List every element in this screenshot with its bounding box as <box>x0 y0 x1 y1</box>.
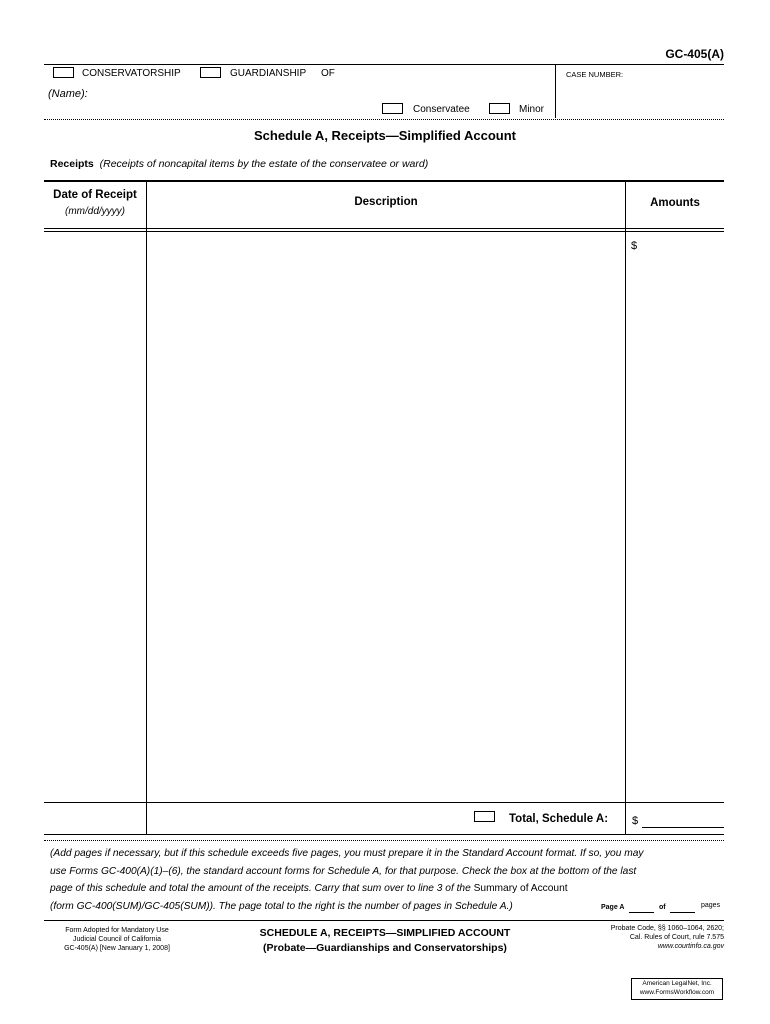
receipts-heading-line <box>50 158 428 170</box>
vendor-url[interactable]: www.FormsWorkflow.com <box>639 988 715 996</box>
footer-subtitle: (Probate—Guardianships and Conservatorships) <box>263 942 507 954</box>
amount-column-divider <box>625 181 626 834</box>
instructions-line-2: use Forms GC-400(A)(1)–(6), the standard account forms for Schedule A, for that purpose. Check the box at the bottom of the last <box>50 865 637 877</box>
conservatorship-label: CONSERVATORSHIP <box>82 68 181 79</box>
last-page-checkbox[interactable] <box>474 811 495 822</box>
description-column-header: Description <box>354 196 418 208</box>
page-of-label: of <box>659 904 666 911</box>
total-row-bottom-rule <box>44 834 724 835</box>
conservatorship-checkbox[interactable] <box>53 67 74 78</box>
instructions-line-3 <box>50 880 730 898</box>
receipts-heading: Receipts <box>50 158 94 170</box>
form-id: GC-405(A) <box>665 47 724 61</box>
guardianship-checkbox[interactable] <box>200 67 221 78</box>
description-entry-area[interactable] <box>147 232 625 802</box>
instructions-line-1: (Add pages if necessary, but if this schedule exceeds five pages, you must prepare it in the Standard Account format. If so, you may <box>50 848 644 859</box>
instructions-line-3-text: page of this schedule and total the amount of the receipts. Carry that sum over to line 3 of the <box>50 883 471 895</box>
conservatee-label: Conservatee <box>413 104 470 115</box>
footer-probate-code: Probate Code, §§ 1060–1064, 2620; <box>610 925 724 932</box>
total-row-top-rule <box>44 802 724 803</box>
amount-entry-area[interactable] <box>640 236 724 802</box>
name-label: (Name): <box>48 88 88 100</box>
date-column-header: Date of Receipt <box>53 189 137 201</box>
total-amount-input[interactable] <box>642 827 724 828</box>
receipts-subtitle: (Receipts of noncapital items by the estate of the conservatee or ward) <box>99 158 429 170</box>
amounts-column-header: Amounts <box>650 197 700 209</box>
footer-title: SCHEDULE A, RECEIPTS—SIMPLIFIED ACCOUNT <box>259 927 511 939</box>
caption-divider <box>555 64 556 118</box>
conservatee-checkbox[interactable] <box>382 103 403 114</box>
page-number-input[interactable] <box>629 912 654 913</box>
footer-rules-of-court: Cal. Rules of Court, rule 7.575 <box>629 934 724 941</box>
total-pages-input[interactable] <box>670 912 695 913</box>
total-label: Total, Schedule A: <box>509 813 609 825</box>
pages-label: pages <box>701 902 721 909</box>
footer-rule <box>44 920 724 921</box>
footer-council: Judicial Council of California <box>73 936 161 943</box>
footer-center <box>190 926 580 956</box>
date-format-hint: (mm/dd/yyyy) <box>65 206 125 217</box>
case-number-label: CASE NUMBER: <box>566 70 624 79</box>
date-entry-area[interactable] <box>45 232 146 802</box>
of-label: OF <box>321 68 335 79</box>
summary-of-account-ref: Summary of Account <box>473 883 568 895</box>
footer-adopted: Form Adopted for Mandatory Use <box>65 927 169 934</box>
vendor-name: American LegalNet, Inc. <box>642 980 712 987</box>
footer-courtinfo-link[interactable]: www.courtinfo.ca.gov <box>657 943 724 950</box>
instructions-separator <box>44 840 724 841</box>
instructions-line-4: (form GC-400(SUM)/GC-405(SUM)). The page total to the right is the number of pages in Schedule A.) <box>50 901 513 913</box>
amount-dollar-sign: $ <box>631 240 638 252</box>
case-number-input[interactable] <box>566 82 720 114</box>
footer-form-rev: GC-405(A) [New January 1, 2008] <box>64 945 170 952</box>
minor-checkbox[interactable] <box>489 103 510 114</box>
form-title: Schedule A, Receipts—Simplified Account <box>254 128 516 143</box>
guardianship-label: GUARDIANSHIP <box>230 68 307 79</box>
footer-left <box>44 926 190 953</box>
name-input[interactable] <box>47 104 552 118</box>
total-dollar-sign: $ <box>632 815 639 827</box>
footer-right <box>560 924 724 951</box>
vendor-stamp <box>631 978 723 1000</box>
instructions <box>50 845 730 916</box>
page-label: Page A <box>601 904 625 911</box>
minor-label: Minor <box>519 104 545 115</box>
